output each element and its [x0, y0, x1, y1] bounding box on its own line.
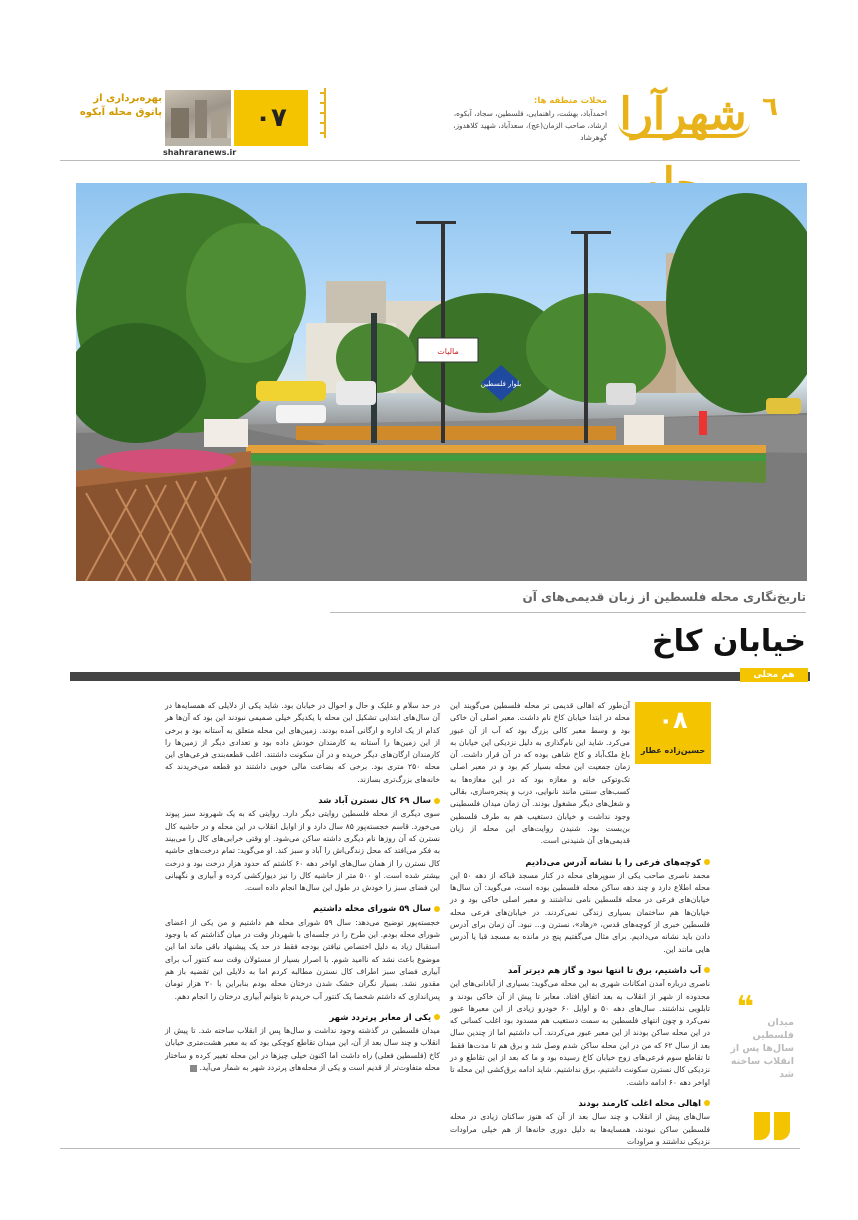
- article-column-right: [450, 700, 710, 1150]
- paragraph: سوی دیگری از محله فلسطین روایتی دیگر دارد. روایتی که به یک شهروند سبز پیوند می‌خورد. قاسم خجسته‌پور ۸۵ سال دارد و از اوایل انقلاب در این محله و در حاشیه کال نسترن که آن روزها نام دیگری داشته ساکن می‌شود. او وقتی خرابی‌های کال را می‌بیند به فکر می‌افتد که محل زندگی‌اش را آباد و سبز کند. او می‌گوید: تمام درخت‌های حاشیه کال نسترن را از همان سال‌های اواخر دهه ۶۰ کاشتم که حدود هزار درخت بود و درخت بیشتر شده است. او ۵۰۰ متر از حاشیه کال را نیز دیوارکشی کرده و آبیاری و نگهبانی این فضای سبز را خودش در طول این سال‌ها انجام داده است.: [165, 809, 440, 893]
- subheading: سال ۵۹ شورای محله داشتیم: [165, 902, 440, 914]
- quote-close-icon: [752, 1100, 792, 1140]
- subheading: اهالی محله اغلب کارمند بودند: [450, 1097, 710, 1109]
- paragraph: آن‌طور که اهالی قدیمی تر محله فلسطین می‌گویند این محله در ابتدا خیابان کاخ نام داشت. معبر اصلی آن خاکی بود و وسط معبر کالی بزرگ بود که آب از آن عبور می‌کرد. شاید این نام‌گذاری به دلیل نزدیکی این خیابان به باغ ملک‌آباد و کاخ شاهی بوده که در آن قرار داشت. آن زمان جمعیت این محله بسیار کم بود و در معبر اصلی تک‌وتوکی خانه و مغازه بود که در این مغازه‌ها به کسب‌های سنتی مانند نانوایی، درب و پنجره‌سازی، بقالی و شغل‌های دیگر مشغول بودند. آن زمان میدان فلسطینی وجود نداشت و خیابان دستغیب هم به طرف فلسطین بن‌بست بود. شنیدن روایت‌های این محله از زبان قدیمی‌های آن شنیدنی است.: [450, 701, 630, 846]
- ruler-ornament: [310, 88, 326, 138]
- page-number: ٦: [762, 92, 778, 122]
- paragraph: محمد ناصری صاحب یکی از سوپرهای محله در کنار مسجد قباکه از دهه ۵۰ این محله اطلاع دارد و چند دهه ساکن محله فلسطین بوده است، می‌گوید: آن سال‌ها خیابان‌های فرعی در محله فلسطین نامی نداشتند و معبر اصلی خاکی بود و در خیابان‌ها هم ساختمان بسیاری زندگی نمی‌کردند. در خیابان‌های فرعی محله فلسطین خبری از کوچه‌های قدس، «رهاد»، نسترن و... نبود. آن زمان برای آدرس دادن باید نشانه می‌دادیم. برای مثال می‌گفتیم پنج در مانده به مسجد قبا یا آدرس هایی مانند این.: [450, 870, 710, 954]
- paragraph: [165, 1025, 440, 1074]
- header-divider: [60, 160, 800, 161]
- paragraph: خجسته‌پور توضیح می‌دهد: سال ۵۹ شورای محله هم داشتیم و من یکی از اعضای شورای محله بودم. این طرح را در جلسه‌ای با شهردار وقت در میان گذاشتم که با وجود استقبال زیاد به دلیل اختصاص نیافتن بودجه فقط در حد یک پیشنهاد باقی ماند اما این موضوع باعث نشد که ناامید شوم. با اصرار بسیار از مسئولان وقت سه کنتور آب برای آبیاری فضای سبز اطراف کال نسترن مطالبه کردم اما به دلایلی این تقضیه باز هم مقدور نشد. بسیار نگران خشک شدن درختان محله بودم بنابراین با ۲۰ هزار تومان پس‌اندازی که داشتم شخصا یک کنتور آب خریدم تا بتوانم آبیاری درختان را انجام دهم.: [165, 917, 441, 1001]
- districts-label: محلات منطقه ها:: [533, 96, 607, 106]
- article-column-left: [165, 700, 440, 1076]
- paragraph: سال‌های پیش از انقلاب و چند سال بعد از آن که هنوز ساکنان زیادی در محله فلسطین ساکن نبودند، همسایه‌ها به دلیل دوری خانه‌ها از هم خیلی مراودات نزدیکی نداشتند و مراودات: [450, 1112, 710, 1146]
- headline-bar: [70, 672, 810, 681]
- pull-quote: میدان فلسطین سال‌ها پس از انقلاب ساخته شد: [730, 1017, 794, 1080]
- subheading: سال ۶۹ کال نسترن آباد شد: [165, 794, 440, 806]
- subheading: یکی از معابر پرتردد شهر: [165, 1011, 440, 1023]
- masthead-logo: شهرآرا: [619, 89, 747, 140]
- street-scene-illustration: [76, 183, 807, 581]
- subheading: کوچه‌های فرعی را با نشانه آدرس می‌دادیم: [450, 856, 710, 868]
- article-headline: خیابان کاخ: [651, 624, 806, 659]
- paragraph: ناصری درباره آمدن امکانات شهری به این محله می‌گوید: بسیاری از آبادانی‌های این محدوده از شهر از انقلاب به بعد اتفاق افتاد. معابر تا پیش از آن خاکی بودند و تابلویی نداشتند. سال‌های دهه ۵۰ و اوایل ۶۰ خودرو زیادی از این معبرها عبور نمی‌کرد و چون انتهای فلسطین به سمت دستغیب هم مسدود بود اغلب کسانی که در این محله ساکن بودند از این معبر عبور می‌کردند. آب داشتیم اما از چندین سال بعد از سال ۶۲ که من در این محله ساکن شدم وصل شد و برق هم تا مدت‌ها فقط تا تقاطع سوم فرعی‌های زوج خیابان کاخ رسیده بود و ما که بعد از این تقاطع و در نزدیکی کال نسترن سکونت داشتیم، برق نداشتیم. شاید ادامه برق‌کشی این محله تا اواخر دهه ۶۰ ادامه داشت.: [450, 979, 710, 1087]
- street-photo: [76, 183, 807, 581]
- quote-open-icon: ❝: [736, 990, 754, 1025]
- banner-text: مالیات: [437, 347, 459, 356]
- section-tag: هم محلی: [740, 668, 808, 682]
- paragraph: در حد سلام و علیک و حال و احوال در خیابان بود. شاید یکی از دلایلی که همسایه‌ها در آن سال‌های ابتدایی تشکیل این محله با یکدیگر خیلی صمیمی نبودند این بود که آن‌ها هر کدام از یک اداره و ارگانی آمده بودند. زمین‌های این محله متعلق به آستانه بود و برخی از این زمین‌ها را آستانه به کارمندان خودش داده بود و تعدادی دیگر از زمین‌ها را کارمندان ارگان‌های دیگر خریده و در آن سکونت داشتند. اغلب قطعه‌بندی فرعی‌های این محله ۲۵۰ متری بود. برخی که بضاعت مالی خوبی داشتند دو قطعه می‌خریدند که خانه‌های بزرگ‌تری بسازند.: [165, 701, 440, 784]
- teaser-headline[interactable]: بهره‌برداری از پاتوق محله آبکوه: [79, 93, 162, 118]
- footer-divider: [60, 1148, 800, 1149]
- paragraph-text: میدان فلسطین در گذشته وجود نداشت و سال‌ها پس از انقلاب ساخته شد. تا پیش از انقلاب و چند سال بعد از آن، این میدان تقاطع کوچکی بود که به معبر هشت‌متری خیابان کاخ (فلسطین فعلی) راه داشت اما اکنون خیلی چیزها در این محله تغییر کرده و ساختار محله متفاوت‌تر از قدیم است و یکی از محله‌های پرتردد شهر به شمار می‌آید.: [165, 1026, 440, 1073]
- districts-list: احمدآباد، بهشت، راهنمایی، فلسطین، سجاد، آبکوه، ارشاد، صاحب الزمان(عج)، سعدآباد، شهید کلاهدوز، گوهرشاد: [453, 109, 607, 142]
- logo-underline: [618, 122, 750, 138]
- subheading: آب داشتیم، برق تا انتها نبود و گاز هم دیرتر آمد: [450, 964, 710, 976]
- article-kicker: تاریخ‌نگاری محله فلسطین از زبان قدیمی‌های آن: [522, 590, 806, 604]
- issue-number: ۰۷: [234, 90, 308, 146]
- end-mark-icon: [190, 1065, 197, 1072]
- street-sign-text: بلوار فلسطین: [480, 380, 522, 388]
- site-url-link[interactable]: shahraranews.ir: [163, 148, 237, 157]
- teaser-thumbnail[interactable]: [165, 90, 231, 146]
- kicker-divider: [330, 612, 806, 613]
- author-name: حسین‌زاده عطار: [640, 746, 706, 755]
- author-number: ۰۸: [658, 706, 688, 734]
